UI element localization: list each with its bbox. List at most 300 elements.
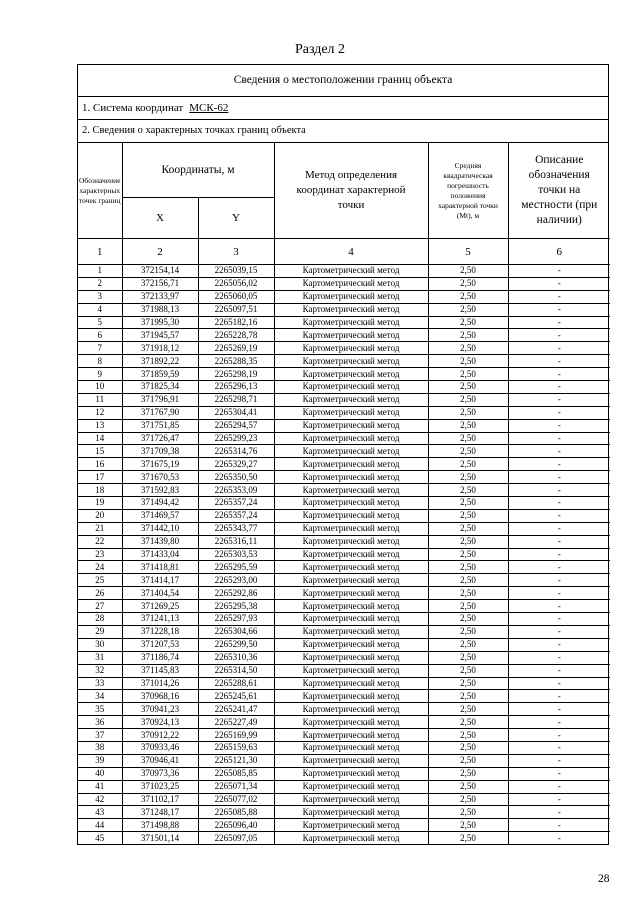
table-row (78, 690, 610, 703)
coord-y: 2265314,76 (198, 445, 274, 458)
coord-y: 2265299,23 (198, 432, 274, 445)
description: - (508, 458, 610, 471)
error-mt: 2,50 (428, 625, 508, 638)
error-mt: 2,50 (428, 265, 508, 278)
table-row (78, 368, 610, 381)
table-caption: Сведения о местоположении границ объекта (78, 65, 608, 97)
error-mt: 2,50 (428, 587, 508, 600)
method: Картометрический метод (274, 393, 428, 406)
error-mt: 2,50 (428, 703, 508, 716)
section-title: Раздел 2 (294, 42, 346, 57)
method: Картометрический метод (274, 754, 428, 767)
table-row (78, 342, 610, 355)
error-mt: 2,50 (428, 535, 508, 548)
coord-x: 371675,19 (122, 458, 198, 471)
point-number: 38 (78, 741, 122, 754)
coord-y: 2265357,24 (198, 509, 274, 522)
method: Картометрический метод (274, 419, 428, 432)
description: - (508, 432, 610, 445)
description: - (508, 342, 610, 355)
table-row (78, 316, 610, 329)
coord-x: 371498,88 (122, 819, 198, 832)
description: - (508, 419, 610, 432)
point-number: 27 (78, 600, 122, 613)
point-number: 18 (78, 484, 122, 497)
col-number: 1 (78, 239, 122, 265)
error-mt: 2,50 (428, 832, 508, 844)
error-mt: 2,50 (428, 819, 508, 832)
coord-system-value: МСК-62 (189, 102, 229, 114)
method: Картометрический метод (274, 664, 428, 677)
table-row (78, 832, 610, 844)
method: Картометрический метод (274, 651, 428, 664)
coord-y: 2265097,05 (198, 832, 274, 844)
coord-y: 2265245,61 (198, 690, 274, 703)
description: - (508, 587, 610, 600)
coord-y: 2265121,30 (198, 754, 274, 767)
description: - (508, 355, 610, 368)
point-number: 39 (78, 754, 122, 767)
method: Картометрический метод (274, 290, 428, 303)
point-number: 33 (78, 677, 122, 690)
table-row (78, 767, 610, 780)
coord-x: 371269,25 (122, 600, 198, 613)
method: Картометрический метод (274, 509, 428, 522)
coord-y: 2265298,71 (198, 393, 274, 406)
table-row (78, 806, 610, 819)
method: Картометрический метод (274, 729, 428, 742)
method: Картометрический метод (274, 690, 428, 703)
description: - (508, 806, 610, 819)
coord-x: 371988,13 (122, 303, 198, 316)
coord-y: 2265304,66 (198, 625, 274, 638)
coord-x: 371414,17 (122, 574, 198, 587)
coord-x: 371796,91 (122, 393, 198, 406)
point-number: 32 (78, 664, 122, 677)
point-number: 44 (78, 819, 122, 832)
table-row (78, 290, 610, 303)
point-number: 16 (78, 458, 122, 471)
coord-y: 2265169,99 (198, 729, 274, 742)
coord-x: 371501,14 (122, 832, 198, 844)
table-row (78, 574, 610, 587)
error-mt: 2,50 (428, 458, 508, 471)
coord-x: 371228,18 (122, 625, 198, 638)
coord-y: 2265039,15 (198, 265, 274, 278)
error-mt: 2,50 (428, 484, 508, 497)
col-number: 2 (122, 239, 198, 265)
error-mt: 2,50 (428, 316, 508, 329)
table-row (78, 471, 610, 484)
method: Картометрический метод (274, 677, 428, 690)
coord-y: 2265293,00 (198, 574, 274, 587)
method: Картометрический метод (274, 342, 428, 355)
coord-y: 2265085,85 (198, 767, 274, 780)
coord-x: 371494,42 (122, 497, 198, 510)
description: - (508, 600, 610, 613)
point-number: 21 (78, 522, 122, 535)
description: - (508, 741, 610, 754)
coord-x: 371241,13 (122, 613, 198, 626)
error-mt: 2,50 (428, 716, 508, 729)
table-row (78, 703, 610, 716)
method: Картометрический метод (274, 832, 428, 844)
error-mt: 2,50 (428, 303, 508, 316)
table-row (78, 780, 610, 793)
point-number: 15 (78, 445, 122, 458)
coord-y: 2265297,93 (198, 613, 274, 626)
point-number: 31 (78, 651, 122, 664)
method: Картометрический метод (274, 819, 428, 832)
error-mt: 2,50 (428, 497, 508, 510)
method: Картометрический метод (274, 574, 428, 587)
table-row (78, 625, 610, 638)
point-number: 6 (78, 329, 122, 342)
error-mt: 2,50 (428, 419, 508, 432)
header-designation: Обозначение характерных точек границ (78, 143, 122, 239)
description: - (508, 368, 610, 381)
point-number: 10 (78, 381, 122, 394)
coord-x: 371023,25 (122, 780, 198, 793)
coord-y: 2265304,41 (198, 406, 274, 419)
table-row (78, 381, 610, 394)
coord-x: 371918,12 (122, 342, 198, 355)
description: - (508, 509, 610, 522)
coord-x: 371102,17 (122, 793, 198, 806)
point-number: 4 (78, 303, 122, 316)
method: Картометрический метод (274, 316, 428, 329)
error-mt: 2,50 (428, 368, 508, 381)
col-number: 5 (428, 239, 508, 265)
description: - (508, 613, 610, 626)
table-row (78, 793, 610, 806)
point-number: 23 (78, 548, 122, 561)
table-row (78, 277, 610, 290)
error-mt: 2,50 (428, 393, 508, 406)
description: - (508, 316, 610, 329)
description: - (508, 793, 610, 806)
coord-x: 371751,85 (122, 419, 198, 432)
error-mt: 2,50 (428, 651, 508, 664)
point-number: 29 (78, 625, 122, 638)
coord-y: 2265060,05 (198, 290, 274, 303)
table-row (78, 458, 610, 471)
description: - (508, 535, 610, 548)
description: - (508, 638, 610, 651)
table-row (78, 445, 610, 458)
coord-y: 2265303,53 (198, 548, 274, 561)
point-number: 43 (78, 806, 122, 819)
point-number: 12 (78, 406, 122, 419)
coord-x: 371248,17 (122, 806, 198, 819)
description: - (508, 497, 610, 510)
table-row (78, 729, 610, 742)
description: - (508, 393, 610, 406)
coord-y: 2265056,02 (198, 277, 274, 290)
error-mt: 2,50 (428, 600, 508, 613)
coord-y: 2265071,34 (198, 780, 274, 793)
error-mt: 2,50 (428, 574, 508, 587)
coord-y: 2265085,88 (198, 806, 274, 819)
coord-x: 371709,38 (122, 445, 198, 458)
description: - (508, 832, 610, 844)
coord-system-row (78, 97, 608, 120)
error-mt: 2,50 (428, 445, 508, 458)
table-row (78, 303, 610, 316)
coord-y: 2265182,16 (198, 316, 274, 329)
coord-y: 2265227,49 (198, 716, 274, 729)
point-number: 30 (78, 638, 122, 651)
points-table-body (78, 265, 610, 845)
coord-y: 2265097,51 (198, 303, 274, 316)
error-mt: 2,50 (428, 522, 508, 535)
description: - (508, 548, 610, 561)
method: Картометрический метод (274, 613, 428, 626)
table-row (78, 355, 610, 368)
page-number: 28 (598, 873, 610, 885)
table-row (78, 265, 610, 278)
point-number: 28 (78, 613, 122, 626)
description: - (508, 574, 610, 587)
description: - (508, 277, 610, 290)
point-number: 37 (78, 729, 122, 742)
coord-x: 372156,71 (122, 277, 198, 290)
header-description: Описание обозначения точки на местности (при наличии) (508, 143, 610, 239)
table-row (78, 664, 610, 677)
point-number: 45 (78, 832, 122, 844)
method: Картометрический метод (274, 806, 428, 819)
error-mt: 2,50 (428, 509, 508, 522)
error-mt: 2,50 (428, 406, 508, 419)
col-number: 6 (508, 239, 610, 265)
error-mt: 2,50 (428, 638, 508, 651)
table-row (78, 522, 610, 535)
description: - (508, 381, 610, 394)
description: - (508, 265, 610, 278)
coord-x: 371859,59 (122, 368, 198, 381)
coord-y: 2265295,59 (198, 561, 274, 574)
description: - (508, 303, 610, 316)
coord-x: 372154,14 (122, 265, 198, 278)
table-row (78, 432, 610, 445)
error-mt: 2,50 (428, 277, 508, 290)
point-number: 35 (78, 703, 122, 716)
point-number: 22 (78, 535, 122, 548)
description: - (508, 677, 610, 690)
point-number: 5 (78, 316, 122, 329)
error-mt: 2,50 (428, 767, 508, 780)
table-row (78, 484, 610, 497)
col-number: 3 (198, 239, 274, 265)
method: Картометрический метод (274, 548, 428, 561)
point-number: 19 (78, 497, 122, 510)
coord-x: 371726,47 (122, 432, 198, 445)
coord-x: 371418,81 (122, 561, 198, 574)
coord-x: 370941,23 (122, 703, 198, 716)
description: - (508, 651, 610, 664)
error-mt: 2,50 (428, 754, 508, 767)
method: Картометрический метод (274, 716, 428, 729)
method: Картометрический метод (274, 471, 428, 484)
col-number: 4 (274, 239, 428, 265)
table-row (78, 497, 610, 510)
error-mt: 2,50 (428, 548, 508, 561)
coord-x: 371404,54 (122, 587, 198, 600)
method: Картометрический метод (274, 303, 428, 316)
method: Картометрический метод (274, 497, 428, 510)
error-mt: 2,50 (428, 561, 508, 574)
table-row (78, 535, 610, 548)
method: Картометрический метод (274, 432, 428, 445)
error-mt: 2,50 (428, 677, 508, 690)
coord-x: 370933,46 (122, 741, 198, 754)
coord-system-label: 1. Система координат (82, 102, 184, 114)
error-mt: 2,50 (428, 613, 508, 626)
table-row (78, 677, 610, 690)
point-number: 42 (78, 793, 122, 806)
error-mt: 2,50 (428, 690, 508, 703)
table-row (78, 613, 610, 626)
description: - (508, 406, 610, 419)
coord-x: 371892,22 (122, 355, 198, 368)
coord-y: 2265299,50 (198, 638, 274, 651)
method: Картометрический метод (274, 406, 428, 419)
method: Картометрический метод (274, 277, 428, 290)
method: Картометрический метод (274, 445, 428, 458)
points-table (78, 143, 610, 844)
header-x: X (122, 198, 198, 239)
coord-x: 371592,83 (122, 484, 198, 497)
coord-x: 371207,53 (122, 638, 198, 651)
method: Картометрический метод (274, 625, 428, 638)
coord-x: 370924,13 (122, 716, 198, 729)
coord-y: 2265314,50 (198, 664, 274, 677)
coord-y: 2265096,40 (198, 819, 274, 832)
error-mt: 2,50 (428, 780, 508, 793)
coord-x: 371439,80 (122, 535, 198, 548)
coord-x: 371014,26 (122, 677, 198, 690)
error-mt: 2,50 (428, 664, 508, 677)
method: Картометрический метод (274, 793, 428, 806)
column-number-row (78, 239, 610, 265)
table-row (78, 419, 610, 432)
coord-y: 2265296,13 (198, 381, 274, 394)
coord-y: 2265350,50 (198, 471, 274, 484)
description: - (508, 754, 610, 767)
point-number: 17 (78, 471, 122, 484)
coord-x: 371767,90 (122, 406, 198, 419)
coord-y: 2265295,38 (198, 600, 274, 613)
description: - (508, 690, 610, 703)
coord-y: 2265343,77 (198, 522, 274, 535)
point-number: 34 (78, 690, 122, 703)
coord-y: 2265077,02 (198, 793, 274, 806)
coord-x: 371469,57 (122, 509, 198, 522)
error-mt: 2,50 (428, 432, 508, 445)
point-number: 7 (78, 342, 122, 355)
point-number: 1 (78, 265, 122, 278)
method: Картометрический метод (274, 355, 428, 368)
description: - (508, 780, 610, 793)
table-row (78, 393, 610, 406)
error-mt: 2,50 (428, 471, 508, 484)
method: Картометрический метод (274, 368, 428, 381)
method: Картометрический метод (274, 265, 428, 278)
coord-x: 371945,57 (122, 329, 198, 342)
table-row (78, 716, 610, 729)
description: - (508, 716, 610, 729)
error-mt: 2,50 (428, 741, 508, 754)
method: Картометрический метод (274, 381, 428, 394)
error-mt: 2,50 (428, 793, 508, 806)
point-number: 8 (78, 355, 122, 368)
point-number: 24 (78, 561, 122, 574)
points-caption: 2. Сведения о характерных точках границ объекта (78, 120, 608, 143)
point-number: 40 (78, 767, 122, 780)
method: Картометрический метод (274, 458, 428, 471)
coord-x: 371995,30 (122, 316, 198, 329)
coord-y: 2265298,19 (198, 368, 274, 381)
coord-x: 371442,10 (122, 522, 198, 535)
coord-y: 2265228,78 (198, 329, 274, 342)
table-row (78, 754, 610, 767)
description: - (508, 767, 610, 780)
error-mt: 2,50 (428, 290, 508, 303)
table-row (78, 819, 610, 832)
point-number: 36 (78, 716, 122, 729)
point-number: 3 (78, 290, 122, 303)
coord-y: 2265329,27 (198, 458, 274, 471)
coord-y: 2265288,35 (198, 355, 274, 368)
table-row (78, 651, 610, 664)
error-mt: 2,50 (428, 355, 508, 368)
method: Картометрический метод (274, 587, 428, 600)
table-row (78, 406, 610, 419)
coord-y: 2265159,63 (198, 741, 274, 754)
table-row (78, 329, 610, 342)
coord-x: 371186,74 (122, 651, 198, 664)
coord-x: 370968,16 (122, 690, 198, 703)
coord-y: 2265288,61 (198, 677, 274, 690)
method: Картометрический метод (274, 703, 428, 716)
description: - (508, 664, 610, 677)
method: Картометрический метод (274, 741, 428, 754)
description: - (508, 561, 610, 574)
coord-x: 370912,22 (122, 729, 198, 742)
table-row (78, 548, 610, 561)
coord-y: 2265310,36 (198, 651, 274, 664)
point-number: 20 (78, 509, 122, 522)
coord-x: 371825,34 (122, 381, 198, 394)
method: Картометрический метод (274, 484, 428, 497)
header-method: Метод определения координат характерной точки (274, 143, 428, 239)
point-number: 41 (78, 780, 122, 793)
description: - (508, 819, 610, 832)
header-coords: Координаты, м (122, 143, 274, 198)
description: - (508, 522, 610, 535)
coord-x: 371670,53 (122, 471, 198, 484)
method: Картометрический метод (274, 329, 428, 342)
description: - (508, 703, 610, 716)
coord-y: 2265353,09 (198, 484, 274, 497)
description: - (508, 625, 610, 638)
method: Картометрический метод (274, 638, 428, 651)
error-mt: 2,50 (428, 729, 508, 742)
description: - (508, 729, 610, 742)
coord-y: 2265357,24 (198, 497, 274, 510)
coord-x: 371145,83 (122, 664, 198, 677)
header-error: Средняя квадратическая погрешность положения характерной точки (Mt), м (428, 143, 508, 239)
